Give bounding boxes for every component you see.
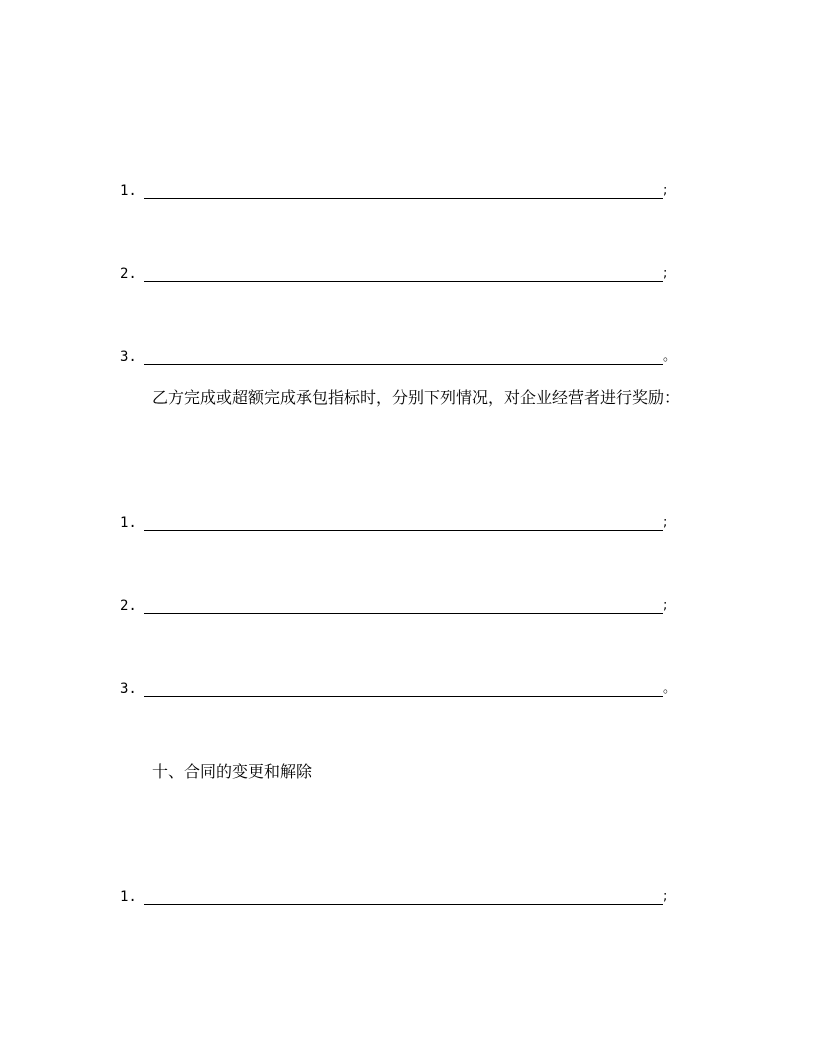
item-number: 1. [120, 183, 137, 199]
item-end-punctuation: 。 [663, 349, 677, 364]
fill-in-line[interactable] [144, 281, 663, 282]
fill-in-line[interactable] [144, 904, 663, 905]
fill-in-line[interactable] [144, 530, 663, 531]
blank-item-1-group3 [120, 888, 680, 908]
item-number: 1. [120, 515, 137, 531]
blank-item-3-group2 [120, 680, 680, 700]
item-end-punctuation: ; [663, 889, 668, 904]
item-end-punctuation: ; [663, 598, 668, 613]
item-number: 1. [120, 889, 137, 905]
fill-in-line[interactable] [144, 613, 663, 614]
item-end-punctuation: ; [663, 183, 668, 198]
item-number: 3. [120, 681, 137, 697]
section-heading: 十、合同的变更和解除 [152, 762, 313, 781]
blank-item-1-group1 [120, 182, 680, 202]
item-end-punctuation: ; [663, 515, 668, 530]
blank-item-2-group1 [120, 265, 680, 285]
reward-paragraph: 乙方完成或超额完成承包指标时，分别下列情况，对企业经营者进行奖励： [152, 388, 681, 407]
blank-item-2-group2 [120, 597, 680, 617]
item-number: 3. [120, 349, 137, 365]
item-end-punctuation: 。 [663, 681, 677, 696]
blank-item-3-group1 [120, 348, 680, 368]
blank-item-1-group2 [120, 514, 680, 534]
fill-in-line[interactable] [144, 364, 663, 365]
fill-in-line[interactable] [144, 696, 663, 697]
item-number: 2. [120, 266, 137, 282]
fill-in-line[interactable] [144, 198, 663, 199]
item-end-punctuation: ; [663, 266, 668, 281]
item-number: 2. [120, 598, 137, 614]
